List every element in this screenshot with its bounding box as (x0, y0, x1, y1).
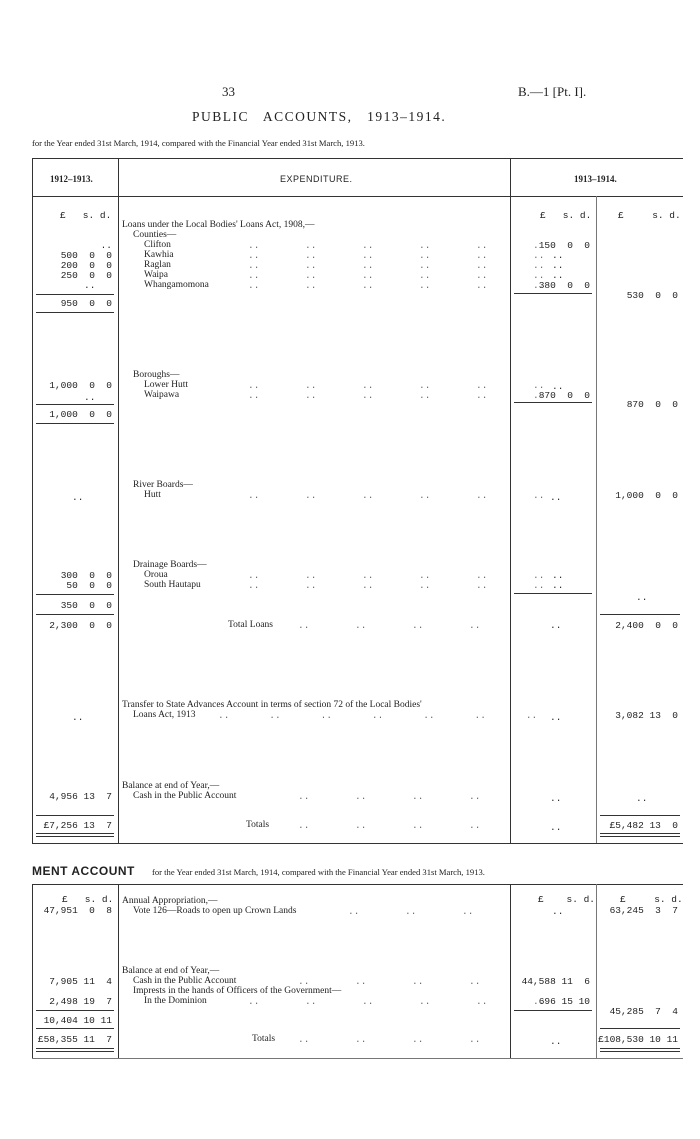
table-cell: .. (552, 381, 564, 392)
dominion-label: In the Dominion (144, 996, 207, 1006)
column-header-expenditure: EXPENDITURE. (280, 174, 353, 184)
dominion-mid: 696 15 10 (538, 996, 590, 1007)
table-cell: 200 0 0 (60, 260, 112, 271)
table-cell: .. (552, 580, 564, 591)
imprests-label: Imprests in the hands of Officers of the Government— (133, 986, 342, 996)
table-cell: 50 0 0 (66, 580, 112, 591)
page-subtitle: for the Year ended 31st March, 1914, compared with the Financial Year ended 31st March, 1913. (32, 138, 365, 148)
unit-header-mid: £ s. d. (538, 894, 596, 905)
river-boards-heading: River Boards— (133, 480, 193, 490)
appropriation-heading: Annual Appropriation,— (122, 896, 218, 906)
cash-mid: 44,588 11 6 (521, 976, 590, 987)
transfer-line-1: Transfer to State Advances Account in terms of section 72 of the Local Bodies' (122, 700, 422, 710)
counties-total-cur: 530 0 0 (626, 290, 678, 301)
list-item: Waipawa (144, 390, 180, 400)
drainage-total-cur: .. (636, 592, 648, 603)
column-header-1914: 1913–1914. (574, 174, 617, 184)
table-cell: 1,000 0 0 (615, 490, 678, 501)
vote-prev: 47,951 0 8 (43, 905, 112, 916)
boroughs-heading: Boroughs— (133, 370, 180, 380)
vote-label: Vote 126—Roads to open up Crown Lands (133, 906, 297, 916)
balance-prev: 4,956 13 7 (49, 791, 112, 802)
list-item: Lower Hutt (144, 380, 189, 390)
unit-header-left: £ s. d. (62, 894, 114, 905)
page-title: PUBLIC ACCOUNTS, 1913–1914. (192, 109, 447, 124)
total-loans-cur: 2,400 0 0 (615, 620, 678, 631)
totals-prev: £7,256 13 7 (43, 820, 112, 831)
cash-label: Cash in the Public Account (133, 976, 237, 986)
column-header-1912: 1912–1913. (50, 174, 93, 184)
total-loans-prev: 2,300 0 0 (49, 620, 112, 631)
table-cell: .. (552, 270, 564, 281)
list-item: Whangamomona (144, 280, 209, 290)
table-cell: 150 0 0 (538, 240, 590, 251)
balance-item: Cash in the Public Account (133, 791, 237, 801)
transfer-cur: 3,082 13 0 (615, 710, 678, 721)
loans-heading: Loans under the Local Bodies' Loans Act, 1908,— (122, 220, 315, 230)
totals-label: Totals (246, 820, 270, 830)
balance-cur: .. (636, 793, 648, 804)
list-item: Clifton (144, 240, 171, 250)
document-reference: B.—1 [Pt. I]. (518, 84, 587, 99)
list-item: Raglan (144, 260, 171, 270)
list-item: Waipa (144, 270, 169, 280)
boroughs-total-prev: 1,000 0 0 (49, 409, 112, 420)
counties-heading: Counties— (133, 230, 177, 240)
table-cell: .. (84, 392, 96, 403)
transfer-line-2: Loans Act, 1913 (133, 710, 196, 720)
table-cell: .. (72, 492, 84, 503)
unit-header-left: £ s. d. (60, 210, 112, 221)
unit-header-mid: £ s. d. (540, 210, 592, 221)
cash-prev: 7,905 11 4 (49, 976, 112, 987)
boroughs-total-cur: 870 0 0 (626, 399, 678, 410)
list-item: Hutt (144, 490, 161, 500)
table-cell: .. (552, 260, 564, 271)
list-item: Oroua (144, 570, 168, 580)
list-item: South Hautapu (144, 580, 201, 590)
transfer-prev: .. (72, 712, 84, 723)
unit-header-right: £ s. d. (620, 894, 683, 905)
list-item: Kawhia (144, 250, 174, 260)
balance-heading: Balance at end of Year,— (122, 781, 220, 791)
counties-total-prev: 950 0 0 (60, 298, 112, 309)
vote-cur: 63,245 3 7 (609, 905, 678, 916)
transfer-mid: .. (550, 712, 562, 723)
totals-label: Totals (252, 1034, 276, 1044)
totals-cur: £108,530 10 11 (598, 1034, 678, 1045)
total-loans-label: Total Loans (228, 620, 273, 630)
table-cell: .. (100, 240, 112, 251)
dominion-prev: 2,498 19 7 (49, 996, 112, 1007)
table-cell: .. (550, 492, 562, 503)
table-cell: .. (552, 570, 564, 581)
table-cell: 500 0 0 (60, 250, 112, 261)
unit-header-right: £ s. d. (618, 210, 681, 221)
table-cell: 250 0 0 (60, 270, 112, 281)
drainage-boards-heading: Drainage Boards— (133, 560, 207, 570)
section-title: MENT ACCOUNT (32, 864, 135, 878)
balance-heading: Balance at end of Year,— (122, 966, 220, 976)
page-number: 33 (222, 84, 235, 99)
drainage-total-prev: 350 0 0 (60, 600, 112, 611)
vote-mid: .. (552, 906, 564, 917)
totals-mid: .. (550, 822, 562, 833)
totals-cur: £5,482 13 0 (609, 820, 678, 831)
table-cell: .. (552, 250, 564, 261)
balance-total-prev: 10,404 10 11 (43, 1015, 112, 1026)
section-subtitle: for the Year ended 31st March, 1914, compared with the Financial Year ended 31st March, 1913. (152, 867, 485, 877)
table-cell: .. (84, 280, 96, 291)
total-loans-mid: .. (550, 620, 562, 631)
totals-mid: .. (550, 1036, 562, 1047)
balance-mid: .. (550, 793, 562, 804)
balance-total-cur: 45,285 7 4 (609, 1006, 678, 1017)
totals-prev: £58,355 11 7 (37, 1034, 112, 1045)
table-cell: 380 0 0 (538, 280, 590, 291)
table-cell: 1,000 0 0 (49, 380, 112, 391)
table-cell: 870 0 0 (538, 390, 590, 401)
table-cell: 300 0 0 (60, 570, 112, 581)
